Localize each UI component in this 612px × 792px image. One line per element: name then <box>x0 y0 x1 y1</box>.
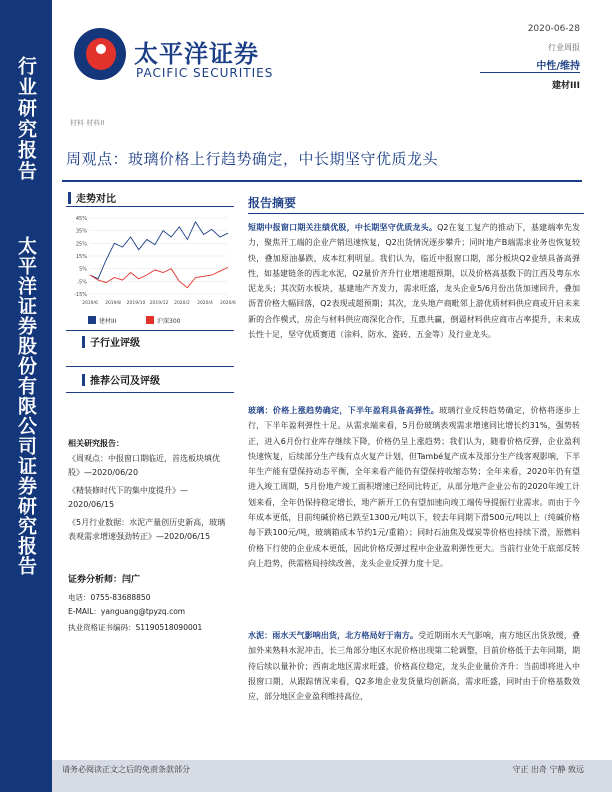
brand-name-en: PACIFIC SECURITIES <box>136 66 274 80</box>
y-tick-label: 15% <box>75 254 87 260</box>
series-line-1 <box>90 222 228 279</box>
legend-swatch-series-2 <box>146 316 154 324</box>
paragraph-lead: 玻璃：价格上涨趋势确定，下半年盈利具备高弹性。 <box>248 406 440 415</box>
legend-label-series-2: 沪深300 <box>157 318 181 325</box>
x-tick-label: 2019/8 <box>105 301 121 306</box>
paragraph-lead: 短期中报窗口期关注绩优股，中长期坚守优质龙头。 <box>248 223 438 232</box>
page-title: 周观点：玻璃价格上行趋势确定，中长期坚守优质龙头 <box>66 150 439 168</box>
rating-section-divider <box>66 366 234 367</box>
x-tick-label: 2020/2 <box>174 301 190 306</box>
x-tick-label: 2019/12 <box>149 301 169 306</box>
industry-rating-title: 子行业评级 <box>90 338 140 349</box>
footer-disclaimer: 请务必阅读正文之后的免责条款部分 <box>62 765 190 774</box>
section-marker <box>68 192 71 204</box>
section-marker <box>82 374 85 386</box>
y-tick-label: -15% <box>74 292 87 298</box>
x-tick-label: 2019/6 <box>82 301 98 306</box>
brand-name: 太平洋证券 <box>134 40 259 68</box>
paragraph-body: 玻璃行业反转趋势确定，价格将逐步上行，下半年盈利弹性十足。从需求端来看，5月份玻璃表观需求增速同比增长约31%，强势转正，进入6月份行业库存继续下降，价格仍呈上涨趋势；我们认为，随着价格反弹，企业盈利快速恢复，后续部分生产线有点火复产计划，但També复产成本及部分生产线客观影响，下半年生产能有望保持动态平衡，全年来看产能仍有望保持收缩态势；全年来看，2020年仍有望进入竣工周期，5月份地产竣工面积增速已经同比转正，从部分地产企业公布的2020年竣工计划来看，全年仍保持稳定增长，地产新开工仍有望加速向竣工端传导提振行业需求。而由于今年成本更低，目前纯碱价格已跌至1300元/吨以下，较去年同期下滑500元/吨以上（纯碱价格每下跌100元/吨，玻璃箱成本节约1元/重箱）；同时石油焦及煤炭等价格也持续下滑，原燃料价格下行使的企业成本更低，因此价格反弹过程中企业盈利弹性更大。当前行业处于底部反转向上趋势，供需格局持续改善，龙头企业反弹力度十足。 <box>248 406 580 568</box>
recommend-divider <box>66 392 234 393</box>
paragraph-body: Q2在复工复产的推动下，基建端率先发力，聚焦开工端的企业产销迅速恢复，Q2出货情况逐步攀升；同时地产B端需求业务也恢复较快，叠加原油暴跌，成本红利明显。我们认为，临近中报窗口期，部分板块Q2业绩具备高弹性，如基建链条的西北水泥，Q2量价齐升行业增速超预期，以及价格高基数下的江西及粤东水泥龙头；其次防水板块，基建地产齐发力，需求旺盛，龙头企业5/6月份出货加速回升，叠加沥青价格大幅回落，Q2表现或超预期；其次，龙头地产商毗邻上游优质材料供应商或开启未来新的合作模式，房企与材料供应商深化合作，互惠共赢，倒逼材料供应商市占率提升，未来成长性十足，坚守优质赛道（涂料、防水、瓷砖、五金等）及行业龙头。 <box>248 223 580 340</box>
related-reports-label: 相关研究报告： <box>68 439 124 448</box>
abstract-paragraph-3 <box>248 628 580 704</box>
chart-section-title: 走势对比 <box>76 194 116 205</box>
x-tick-label: 2020/6 <box>220 301 236 306</box>
related-report-item[interactable]: 《周观点：中报窗口期临近，首选板块填优股》—2020/06/20 <box>68 454 220 477</box>
sidebar-firm: 太平洋证券股份有限公司证券研究报告 <box>15 236 37 576</box>
footer-motto: 守正 出奇 宁静 致远 <box>512 765 584 774</box>
abstract-divider <box>248 213 584 214</box>
recommend-title: 推荐公司及评级 <box>90 376 160 387</box>
analyst-phone: 电话：0755-83688850 <box>68 593 151 602</box>
price-trend-chart <box>64 212 234 314</box>
y-tick-label: 35% <box>75 228 87 235</box>
related-report-item[interactable]: 《5月行业数据：水泥产量创历史新高，玻璃表观需求增速强劲转正》—2020/06/15 <box>68 518 226 541</box>
title-divider <box>62 180 582 182</box>
analyst-email[interactable]: E-MAIL：yanguang@tpyzq.com <box>68 607 186 616</box>
industry-label: 建材III <box>551 81 580 91</box>
breadcrumb: 材料 材料II <box>70 119 105 127</box>
y-tick-label: 25% <box>75 241 87 248</box>
y-tick-label: 5% <box>79 266 87 273</box>
logo-mark <box>86 38 116 70</box>
analyst-license: 执业资格证书编码：S1190518090001 <box>68 623 203 632</box>
related-report-item[interactable]: 《精装修时代下的集中度提升》—2020/06/15 <box>68 486 188 509</box>
section-marker <box>82 336 85 348</box>
report-date: 2020-06-28 <box>527 24 580 34</box>
paragraph-body: 受近期雨水天气影响，南方地区出货放缓，叠加外来熟料水泥冲击，长三角部分地区水泥价格出现第二轮调整，目前价格低于去年同期，期待后续以量补价；西南北地区需求旺盛，价格高位稳定，龙头企业量价齐升：当前即将进入中报窗口期，从跟踪情况来看，Q2多地企业发货量均创新高，需求旺盛，同时由于价格基数效应，部分地区企业盈利维持高位， <box>248 631 581 702</box>
series-line-2 <box>90 267 228 287</box>
abstract-heading: 报告摘要 <box>248 196 297 210</box>
paragraph-lead: 水泥：雨水天气影响出货，北方格局好于南方。 <box>248 631 419 640</box>
x-tick-label: 2019/10 <box>126 301 146 306</box>
sidebar-category: 行业研究报告 <box>15 56 37 182</box>
legend-swatch-series-1 <box>88 316 96 324</box>
abstract-paragraph-2 <box>248 403 580 571</box>
y-tick-label: -5% <box>77 279 87 286</box>
chart-bottom-divider <box>66 330 234 331</box>
analyst-name: 证券分析师：闫广 <box>68 575 141 585</box>
y-tick-label: 45% <box>75 216 87 222</box>
chart-section-divider <box>66 206 234 207</box>
report-type: 行业周报 <box>548 43 580 52</box>
logo-dot <box>96 44 106 54</box>
legend-label-series-1: 建材III <box>99 318 117 325</box>
rating: 中性/维持 <box>536 61 580 72</box>
x-tick-label: 2020/4 <box>197 301 213 306</box>
rating-divider <box>480 72 580 73</box>
abstract-paragraph-1 <box>248 220 580 342</box>
